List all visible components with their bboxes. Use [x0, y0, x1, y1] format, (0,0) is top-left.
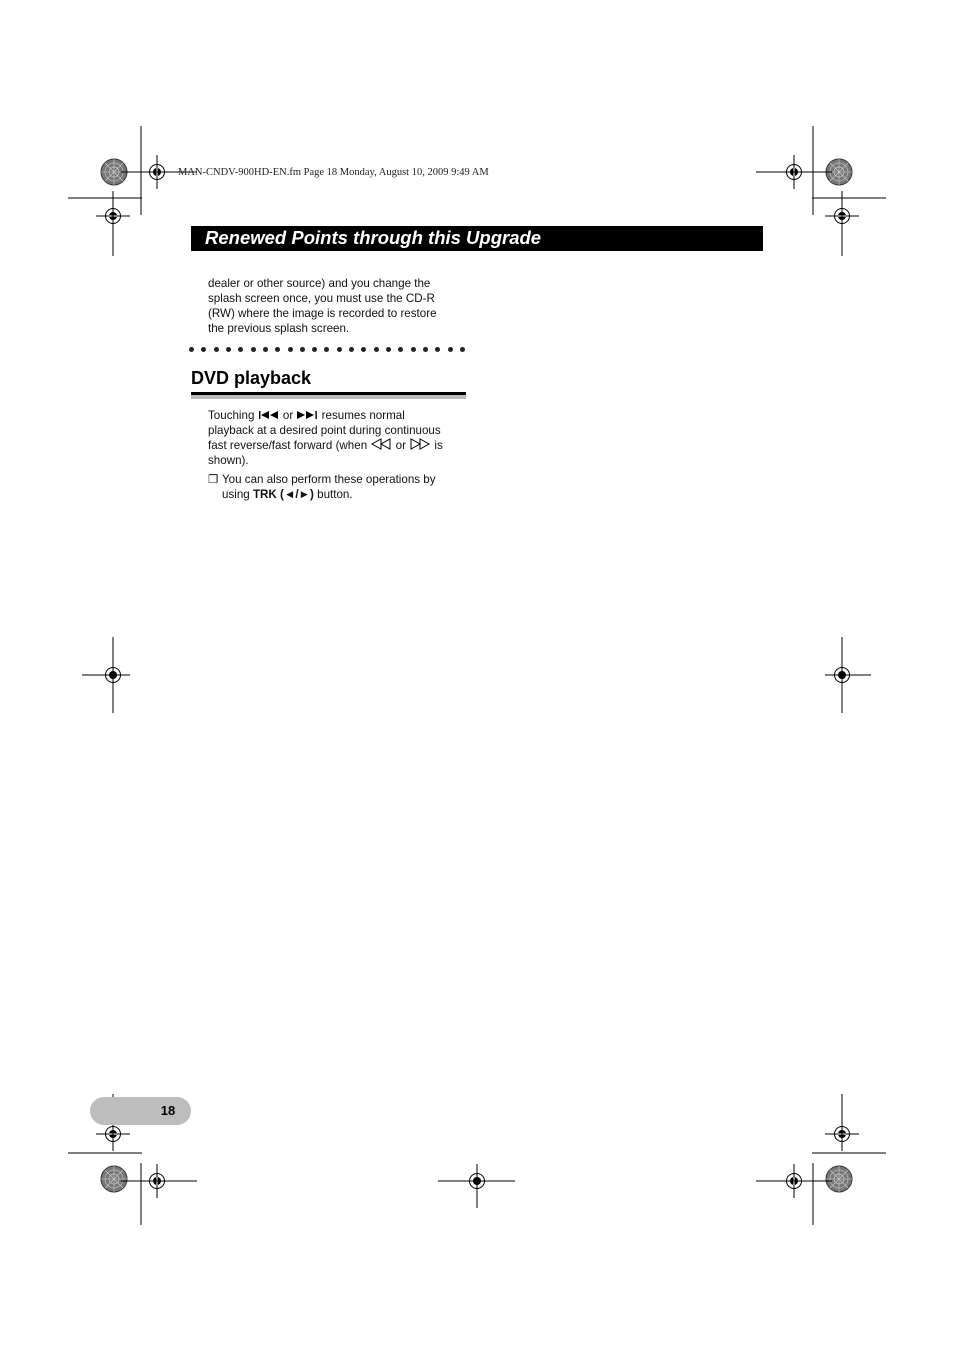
fast-forward-icon	[409, 438, 431, 450]
note-text: using	[222, 488, 250, 501]
dotted-separator	[189, 344, 465, 354]
text-fragment: fast reverse/fast forward (when	[208, 439, 368, 452]
heading-rule	[191, 392, 466, 399]
text-fragment: resumes normal	[321, 409, 405, 422]
intro-line: the previous splash screen.	[208, 322, 350, 335]
intro-line: (RW) where the image is recorded to restore	[208, 307, 437, 320]
text-fragment: or	[395, 439, 406, 452]
note-item	[208, 472, 470, 502]
text-line: shown).	[208, 454, 249, 467]
text-fragment: is	[434, 439, 443, 452]
color-wheel-mark	[101, 1166, 127, 1192]
dvd-paragraph	[208, 408, 470, 468]
skip-back-icon	[258, 410, 280, 420]
note-text: button.	[317, 488, 353, 501]
text-line: playback at a desired point during continuous	[208, 424, 441, 437]
intro-line: dealer or other source) and you change the	[208, 277, 431, 290]
file-header: MAN-CNDV-900HD-EN.fm Page 18 Monday, August 10, 2009 9:49 AM	[178, 167, 489, 178]
section-title-bar	[191, 226, 763, 251]
section-heading: DVD playback	[191, 368, 312, 388]
note-text: You can also perform these operations by	[222, 473, 436, 486]
text-fragment: Touching	[208, 409, 255, 422]
section-title: Renewed Points through this Upgrade	[205, 227, 542, 248]
fast-reverse-icon	[370, 438, 392, 450]
skip-forward-icon	[296, 410, 318, 420]
checkbox-bullet-icon: ❐	[208, 473, 219, 486]
intro-paragraph	[208, 276, 470, 336]
page-number: 18	[160, 1103, 176, 1118]
text-fragment: or	[282, 409, 294, 422]
color-wheel-mark	[826, 1166, 852, 1192]
intro-line: splash screen once, you must use the CD-R	[208, 292, 435, 305]
trk-button-label: TRK (◄/►)	[252, 488, 314, 501]
